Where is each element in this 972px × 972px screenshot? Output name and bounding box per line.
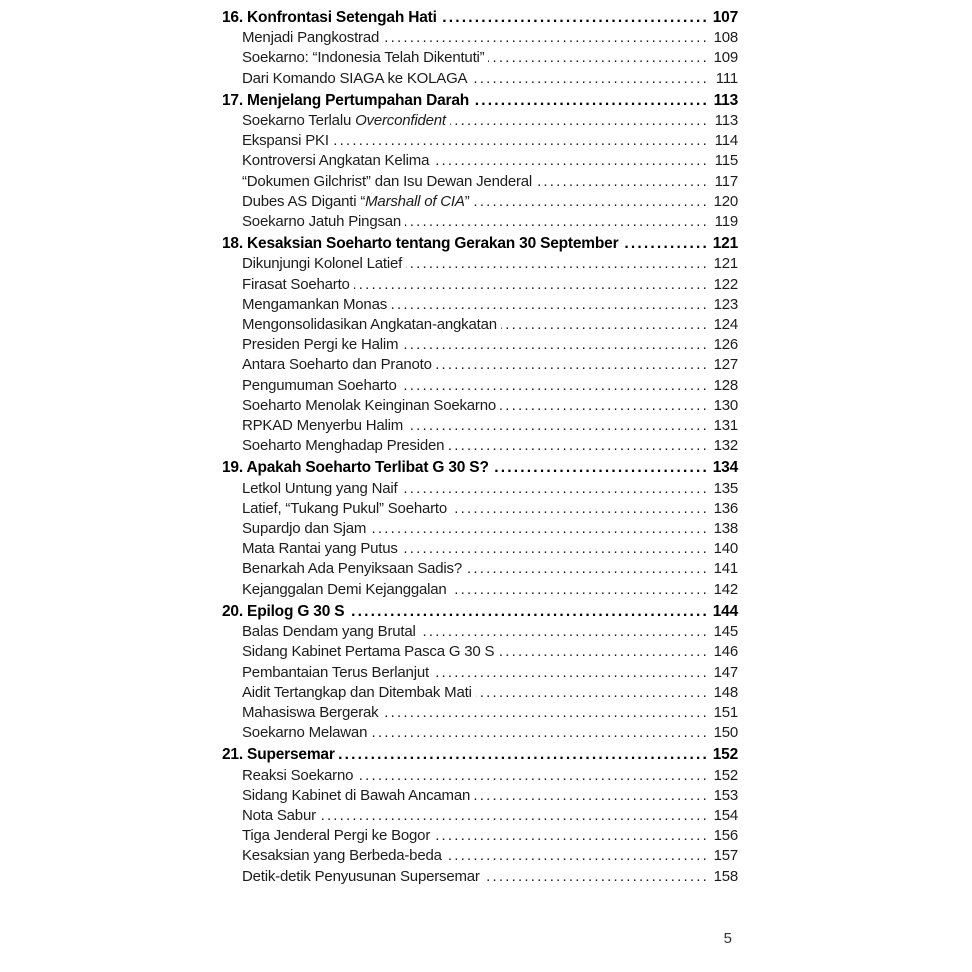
- toc-entry-label: RPKAD Menyerbu Halim: [242, 417, 404, 435]
- toc-chapter-entry: [222, 91, 738, 111]
- dot-leader: [320, 806, 709, 826]
- toc-sub-entry: [222, 499, 738, 519]
- toc-entry-page: 142: [713, 580, 738, 598]
- toc-sub-entry: [222, 315, 738, 335]
- toc-sub-entry: [222, 396, 738, 416]
- dot-leader: [402, 335, 709, 355]
- toc-entry-label: Kesaksian yang Berbeda-beda: [242, 847, 442, 865]
- toc-sub-entry: [222, 295, 738, 315]
- dot-leader: [488, 48, 709, 68]
- toc-entry-label: Benarkah Ada Penyiksaan Sadis?: [242, 560, 462, 578]
- toc-entry-label: Soeharto Menghadap Presiden: [242, 437, 445, 455]
- toc-entry-label: Mengonsolidasikan Angkatan-angkatan: [242, 316, 497, 334]
- toc-sub-entry: [222, 479, 738, 499]
- toc-sub-entry: [222, 519, 738, 539]
- toc-sub-entry: [222, 254, 738, 274]
- dot-leader: [407, 416, 709, 436]
- dot-leader: [433, 151, 709, 171]
- toc-sub-entry: [222, 559, 738, 579]
- toc-sub-entry: [222, 355, 738, 375]
- toc-entry-page: 141: [713, 560, 738, 578]
- toc-entry-page: 131: [713, 417, 738, 435]
- toc-entry-label: Soekarno Melawan: [242, 724, 368, 742]
- toc-sub-entry: [222, 335, 738, 355]
- dot-leader: [484, 867, 709, 887]
- toc-sub-entry: [222, 846, 738, 866]
- toc-entry-page: 156: [713, 827, 738, 845]
- toc-entry-label: Balas Dendam yang Brutal: [242, 623, 416, 641]
- dot-leader: [370, 519, 709, 539]
- toc-entry-label: Soekarno Jatuh Pingsan: [242, 213, 402, 231]
- toc-entry-page: 119: [714, 213, 738, 231]
- toc-entry-label: Soekarno Terlalu Overconfident: [242, 112, 446, 130]
- toc-sub-entry: [222, 275, 738, 295]
- toc-entry-label: 19. Apakah Soeharto Terlibat G 30 S?: [222, 459, 489, 477]
- toc-entry-page: 115: [714, 152, 738, 170]
- dot-leader: [401, 376, 709, 396]
- dot-leader: [436, 355, 709, 375]
- table-of-contents: [222, 8, 738, 887]
- toc-entry-page: 136: [713, 499, 738, 517]
- dot-leader: [434, 826, 709, 846]
- toc-entry-label: Sidang Kabinet di Bawah Ancaman: [242, 786, 471, 804]
- toc-sub-entry: [222, 703, 738, 723]
- toc-entry-page: 123: [713, 295, 738, 313]
- dot-leader: [473, 192, 709, 212]
- toc-sub-entry: [222, 131, 738, 151]
- toc-entry-page: 152: [713, 766, 738, 784]
- toc-entry-label: Soeharto Menolak Keinginan Soekarno: [242, 396, 497, 414]
- toc-entry-page: 130: [713, 396, 738, 414]
- toc-sub-entry: [222, 786, 738, 806]
- toc-sub-entry: [222, 172, 738, 192]
- page-number: 5: [723, 930, 732, 947]
- toc-entry-page: 114: [714, 132, 738, 150]
- toc-entry-page: 108: [713, 29, 738, 47]
- dot-leader: [357, 766, 709, 786]
- dot-leader: [476, 683, 709, 703]
- dot-leader: [448, 436, 709, 456]
- toc-entry-page: 113: [713, 91, 738, 109]
- dot-leader: [450, 111, 709, 131]
- toc-entry-page: 151: [713, 703, 738, 721]
- dot-leader: [474, 786, 709, 806]
- dot-leader: [433, 663, 709, 683]
- toc-entry-page: 135: [713, 479, 738, 497]
- dot-leader: [500, 396, 709, 416]
- dot-leader: [420, 622, 709, 642]
- toc-entry-page: 134: [712, 459, 738, 477]
- toc-chapter-entry: [222, 602, 738, 622]
- toc-entry-label: Mata Rantai yang Putus: [242, 540, 398, 558]
- toc-entry-page: 144: [712, 602, 738, 620]
- toc-entry-page: 147: [713, 663, 738, 681]
- toc-entry-page: 111: [715, 69, 738, 87]
- toc-sub-entry: [222, 683, 738, 703]
- toc-entry-page: 145: [713, 623, 738, 641]
- dot-leader: [501, 315, 709, 335]
- dot-leader: [354, 275, 709, 295]
- toc-entry-page: 120: [713, 192, 738, 210]
- dot-leader: [451, 499, 709, 519]
- toc-entry-label: Mengamankan Monas: [242, 295, 388, 313]
- dot-leader: [473, 91, 709, 111]
- toc-entry-label: Letkol Untung yang Naif: [242, 479, 398, 497]
- dot-leader: [451, 580, 709, 600]
- toc-sub-entry: [222, 111, 738, 131]
- dot-leader: [348, 602, 709, 622]
- dot-leader: [339, 745, 709, 765]
- toc-entry-label: Dubes AS Diganti “Marshall of CIA”: [242, 192, 470, 210]
- toc-entry-page: 126: [713, 336, 738, 354]
- toc-sub-entry: [222, 663, 738, 683]
- toc-entry-page: 132: [713, 437, 738, 455]
- toc-chapter-entry: [222, 8, 738, 28]
- dot-leader: [402, 539, 709, 559]
- toc-entry-page: 121: [713, 255, 738, 273]
- toc-entry-page: 128: [713, 376, 738, 394]
- toc-entry-label: Firasat Soeharto: [242, 275, 350, 293]
- toc-entry-label: Latief, “Tukang Pukul” Soeharto: [242, 499, 448, 517]
- toc-sub-entry: [222, 539, 738, 559]
- toc-entry-label: Aidit Tertangkap dan Ditembak Mati: [242, 683, 472, 701]
- dot-leader: [536, 172, 709, 192]
- toc-entry-page: 117: [714, 172, 738, 190]
- dot-leader: [371, 723, 709, 743]
- toc-entry-label: Ekspansi PKI: [242, 132, 329, 150]
- toc-entry-page: 152: [712, 746, 738, 764]
- toc-entry-page: 148: [713, 683, 738, 701]
- toc-chapter-entry: [222, 234, 738, 254]
- toc-entry-page: 109: [713, 49, 738, 67]
- toc-entry-page: 124: [713, 316, 738, 334]
- dot-leader: [441, 8, 709, 28]
- toc-entry-page: 146: [713, 643, 738, 661]
- toc-entry-label: Kontroversi Angkatan Kelima: [242, 152, 430, 170]
- dot-leader: [391, 295, 709, 315]
- dot-leader: [498, 642, 709, 662]
- toc-entry-label: 16. Konfrontasi Setengah Hati: [222, 9, 437, 26]
- dot-leader: [406, 254, 709, 274]
- toc-sub-entry: [222, 192, 738, 212]
- toc-entry-page: 150: [713, 724, 738, 742]
- toc-sub-entry: [222, 580, 738, 600]
- toc-entry-label: Dari Komando SIAGA ke KOLAGA: [242, 69, 468, 87]
- toc-entry-label: Kejanggalan Demi Kejanggalan: [242, 580, 447, 598]
- toc-sub-entry: [222, 642, 738, 662]
- dot-leader: [405, 212, 709, 232]
- toc-entry-label: 21. Supersemar: [222, 746, 335, 764]
- toc-entry-page: 127: [713, 356, 738, 374]
- toc-sub-entry: [222, 436, 738, 456]
- toc-entry-label: Nota Sabur: [242, 806, 316, 824]
- toc-sub-entry: [222, 376, 738, 396]
- toc-entry-label: Pembantaian Terus Berlanjut: [242, 663, 429, 681]
- toc-sub-entry: [222, 212, 738, 232]
- toc-sub-entry: [222, 151, 738, 171]
- toc-entry-label: 20. Epilog G 30 S: [222, 602, 345, 620]
- toc-entry-page: 138: [713, 520, 738, 538]
- toc-sub-entry: [222, 622, 738, 642]
- toc-chapter-entry: [222, 745, 738, 765]
- toc-entry-page: 157: [713, 847, 738, 865]
- toc-sub-entry: [222, 806, 738, 826]
- toc-entry-label: Presiden Pergi ke Halim: [242, 336, 399, 354]
- toc-entry-label: “Dokumen Gilchrist” dan Isu Dewan Jenderal: [242, 172, 533, 190]
- toc-entry-label: Pengumuman Soeharto: [242, 376, 397, 394]
- toc-sub-entry: [222, 416, 738, 436]
- dot-leader: [402, 479, 709, 499]
- toc-entry-label: Soekarno: “Indonesia Telah Dikentuti”: [242, 49, 485, 67]
- toc-entry-label: Mahasiswa Bergerak: [242, 703, 379, 721]
- toc-entry-page: 121: [712, 235, 738, 253]
- toc-sub-entry: [222, 48, 738, 68]
- dot-leader: [383, 28, 709, 48]
- toc-entry-page: 153: [713, 786, 738, 804]
- toc-entry-label: Supardjo dan Sjam: [242, 520, 367, 538]
- toc-chapter-entry: [222, 458, 738, 478]
- toc-sub-entry: [222, 867, 738, 887]
- toc-entry-label: 18. Kesaksian Soeharto tentang Gerakan 30 September: [222, 235, 619, 253]
- toc-entry-page: 122: [713, 275, 738, 293]
- dot-leader: [493, 458, 709, 478]
- toc-sub-entry: [222, 69, 738, 89]
- toc-entry-label: Dikunjungi Kolonel Latief: [242, 255, 403, 273]
- toc-entry-label: Tiga Jenderal Pergi ke Bogor: [242, 827, 431, 845]
- toc-sub-entry: [222, 826, 738, 846]
- toc-entry-label: Antara Soeharto dan Pranoto: [242, 356, 432, 374]
- toc-entry-label: Sidang Kabinet Pertama Pasca G 30 S: [242, 643, 495, 661]
- toc-entry-label: Detik-detik Penyusunan Supersemar: [242, 867, 480, 885]
- toc-sub-entry: [222, 723, 738, 743]
- toc-entry-label: Menjadi Pangkostrad: [242, 29, 380, 47]
- dot-leader: [622, 234, 709, 254]
- dot-leader: [466, 559, 709, 579]
- dot-leader: [333, 131, 709, 151]
- dot-leader: [382, 703, 709, 723]
- toc-sub-entry: [222, 766, 738, 786]
- toc-entry-page: 154: [713, 806, 738, 824]
- toc-entry-label: Reaksi Soekarno: [242, 766, 354, 784]
- toc-entry-label: 17. Menjelang Pertumpahan Darah: [222, 91, 470, 109]
- dot-leader: [471, 69, 709, 89]
- toc-entry-page: 107: [712, 9, 738, 26]
- toc-entry-page: 113: [714, 112, 738, 130]
- toc-sub-entry: [222, 28, 738, 48]
- toc-entry-page: 158: [713, 867, 738, 885]
- dot-leader: [446, 846, 709, 866]
- toc-entry-page: 140: [713, 540, 738, 558]
